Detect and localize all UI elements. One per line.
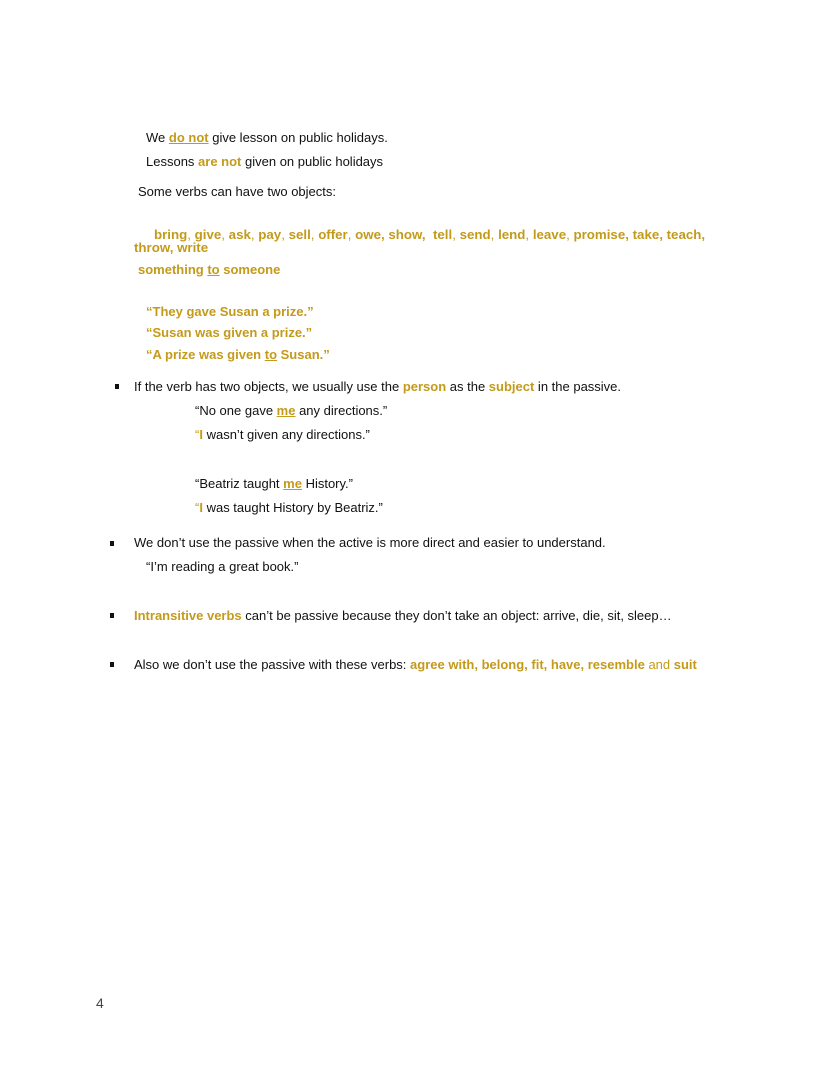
bullet-marker <box>110 662 114 667</box>
something-to-someone: something to someone <box>138 262 281 277</box>
example-passive-person: “Susan was given a prize.” <box>146 325 313 340</box>
example-active: “They gave Susan a prize.” <box>146 304 314 319</box>
example-no-one-gave: “No one gave me any directions.” <box>195 403 388 418</box>
bullet-intransitive: Intransitive verbs can’t be passive because they don’t take an object: arrive, die, sit, sleep… <box>134 608 672 623</box>
example-reading-book: “I’m reading a great book.” <box>146 559 299 574</box>
bullet-marker <box>110 541 114 546</box>
highlight-do-not: do not <box>168 130 209 145</box>
bullet-not-passive-verbs: Also we don’t use the passive with these verbs: agree with, belong, fit, have, resemble and suit <box>134 657 697 672</box>
verbs-list-line1: bring, give, ask, pay, sell, offer, owe, show, tell, send, lend, leave, promise, take, teach, <box>154 227 706 242</box>
verbs-list-line2: throw, write <box>134 240 209 255</box>
example-wasnt-given: “I wasn’t given any directions.” <box>195 427 370 442</box>
page-number: 4 <box>96 995 104 1011</box>
bullet-marker <box>110 613 114 618</box>
bullet-active-more-direct: We don’t use the passive when the active is more direct and easier to understand. <box>134 535 606 550</box>
example-was-taught: “I was taught History by Beatriz.” <box>195 500 383 515</box>
two-objects-intro: Some verbs can have two objects: <box>138 184 336 199</box>
bullet-two-objects: If the verb has two objects, we usually use the person as the subject in the passive. <box>134 379 622 394</box>
sentence-passive: Lessons are not given on public holidays <box>146 154 384 169</box>
bullet-marker <box>115 384 119 389</box>
example-passive-thing: “A prize was given to Susan.” <box>146 347 330 362</box>
example-beatriz-taught: “Beatriz taught me History.” <box>195 476 353 491</box>
highlight-are-not: are not <box>198 154 242 169</box>
sentence-active: We do not give lesson on public holidays. <box>146 130 388 145</box>
